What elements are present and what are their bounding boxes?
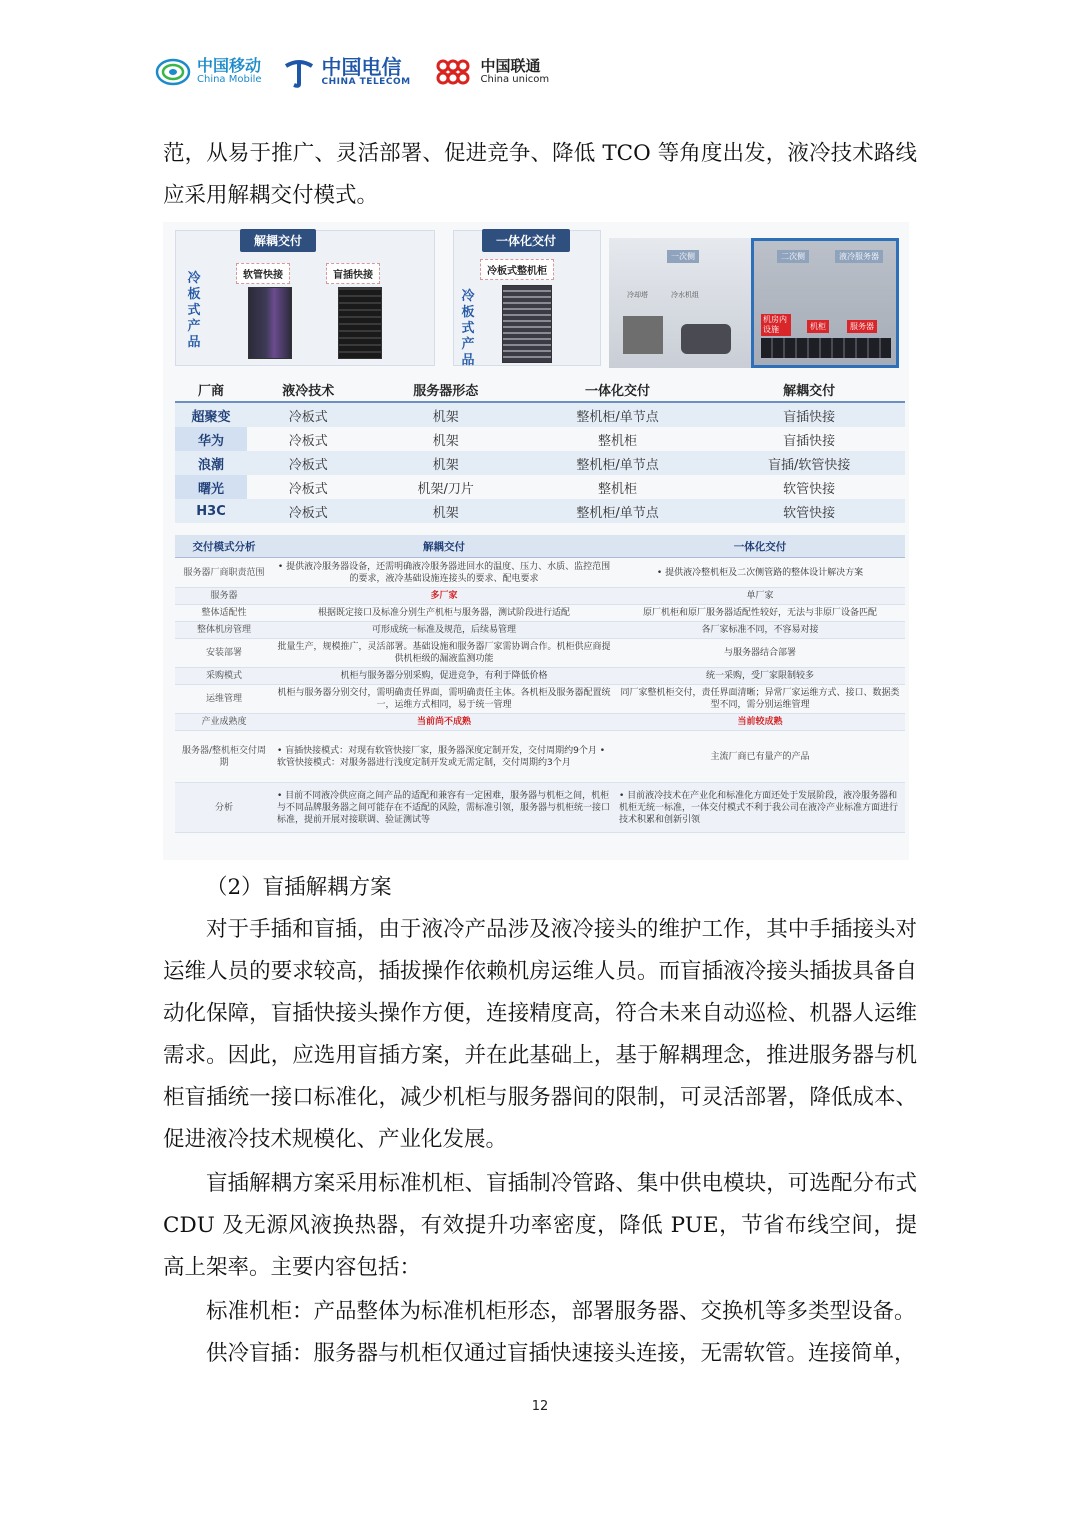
chiller-image <box>681 324 731 354</box>
table-row <box>175 558 905 588</box>
table-cell: 机柜与服务器分别交付，需明确责任界面，需明确责任主体。各机柜及服务器配置统一，运维方式相同，易于统一管理 <box>273 685 615 714</box>
label-cooling-tower: 冷却塔 <box>627 291 648 299</box>
rack-image-2 <box>338 287 382 359</box>
section-heading: （2）盲插解耦方案 <box>206 875 392 900</box>
label-cabinet: 机柜 <box>807 320 829 333</box>
rack-image-1 <box>248 287 292 359</box>
delivery-mode-figure <box>163 222 909 860</box>
china-telecom-icon <box>282 56 316 88</box>
analysis-key: 运维管理 <box>175 685 273 714</box>
table-cell: 盲插/软管快接 <box>713 451 905 475</box>
table-row <box>175 685 905 714</box>
table-cell: • 提供液冷整机柜及二次侧管路的整体设计解决方案 <box>615 558 905 588</box>
delivery-analysis-table <box>175 535 905 833</box>
label-room-facility: 机房内设施 <box>761 314 791 336</box>
tag-cold-plate-cabinet: 冷板式整机柜 <box>480 259 554 280</box>
rack-image-3 <box>502 285 552 363</box>
table-row <box>175 451 905 475</box>
page-number: 12 <box>531 1399 549 1414</box>
vendor-table <box>175 377 905 523</box>
china-mobile-logo <box>155 57 262 87</box>
table-row <box>175 588 905 605</box>
vendor-cell: 华为 <box>175 427 247 451</box>
paragraph-6: 供冷盲插：服务器与机柜仅通过盲插快速接头连接，无需软管。连接简单， <box>206 1341 916 1366</box>
table-cell: 整机柜/单节点 <box>522 499 714 523</box>
table-row <box>175 499 905 523</box>
table-cell: 机柜与服务器分别采购，促进竞争，有利于降低价格 <box>273 668 615 685</box>
china-telecom-logo <box>282 56 411 88</box>
table-cell: 软管快接 <box>783 481 836 497</box>
table-cell: 主流厂商已有量产的产品 <box>615 731 905 783</box>
table-cell: 冷板式 <box>247 499 370 523</box>
table-cell: • 目前液冷技术在产业化和标准化方面还处于发展阶段，液冷服务器和机柜无统一标准，一体交付模式不利于我公司在液冷产业标准方面进行技术积累和创新引领 <box>615 783 905 833</box>
table-cell: 多厂家 <box>273 588 615 605</box>
table-cell: 整机柜/单节点 <box>522 451 714 475</box>
table-cell: • 提供液冷服务器设备，还需明确液冷服务器进回水的温度、压力、水质、监控范围的要求，液冷基础设施连接头的要求、配电要求 <box>273 558 615 588</box>
table-row <box>175 475 905 499</box>
panel-integrated-side: 冷板式产品 <box>461 289 475 368</box>
table-row <box>175 668 905 685</box>
table-cell: 冷板式 <box>288 481 328 497</box>
china-unicom-en: China unicom <box>480 73 550 85</box>
table-cell: 盲插快接 <box>713 402 905 427</box>
analysis-key: 整体机房管理 <box>175 622 273 639</box>
table-cell: 原厂机柜和原厂服务器适配性较好，无法与非原厂设备匹配 <box>615 605 905 622</box>
vendor-col-header: 厂商 <box>175 377 247 402</box>
table-cell: • 目前不同液冷供应商之间产品的适配和兼容有一定困难，服务器与机柜之间，机柜与不同品牌服务器之间可能存在不适配的风险，需标准引领，服务器与机柜统一接口标准，提前开展对接联调、验证测试等 <box>273 783 615 833</box>
analysis-col-header: 解耦交付 <box>273 535 615 558</box>
analysis-key: 采购模式 <box>175 668 273 685</box>
analysis-key: 服务器/整机柜交付周期 <box>175 731 273 783</box>
table-row <box>175 605 905 622</box>
analysis-key: 安装部署 <box>175 639 273 668</box>
table-row <box>175 714 905 731</box>
table-cell: 冷板式 <box>247 402 370 427</box>
table-cell: 批量生产，规模推广，灵活部署。基础设施和服务器厂家需协调合作。机柜供应商提供机柜级的漏液监测功能 <box>273 639 615 668</box>
panel-decoupled <box>175 230 435 366</box>
analysis-key: 服务器厂商职责范围 <box>175 558 273 588</box>
table-cell: 软管快接 <box>713 499 905 523</box>
china-unicom-zh: 中国联通 <box>480 56 541 75</box>
analysis-col-header: 一体化交付 <box>615 535 905 558</box>
label-chiller: 冷水机组 <box>671 291 699 299</box>
table-row <box>175 731 905 783</box>
table-cell: 机架 <box>370 451 522 475</box>
analysis-key: 分析 <box>175 783 273 833</box>
panel-decoupled-title: 解耦交付 <box>240 229 316 252</box>
header-logos <box>155 50 549 94</box>
table-cell: 当前尚不成熟 <box>273 714 615 731</box>
table-cell: 可形成统一标准及规范，后续易管理 <box>273 622 615 639</box>
vendor-table-header <box>175 377 905 402</box>
analysis-key: 服务器 <box>175 588 273 605</box>
table-cell: 同厂家整机柜交付，责任界面清晰；异常厂家运维方式、接口、数据类型不同，需分别运维管理 <box>615 685 905 714</box>
table-row <box>175 622 905 639</box>
analysis-table-header <box>175 535 905 558</box>
machine-room-diagram <box>609 238 899 368</box>
vendor-col-header: 液冷技术 <box>247 377 370 402</box>
table-row <box>175 427 905 451</box>
table-cell: 机架/刀片 <box>417 481 474 497</box>
panel-integrated <box>453 230 601 366</box>
tag-blind-quick: 盲插快接 <box>326 263 380 284</box>
table-cell: 整机柜/单节点 <box>522 402 714 427</box>
table-cell: 整机柜 <box>598 481 638 497</box>
table-cell: 单厂家 <box>615 588 905 605</box>
paragraph-4: 盲插解耦方案采用标准机柜、盲插制冷管路、集中供电模块，可选配分布式 CDU 及无源风液换热器，有效提升功率密度，降低 PUE，节省布线空间，提高上架率。主要内容包括： <box>163 1171 917 1280</box>
china-mobile-en: China Mobile <box>197 74 262 86</box>
table-row <box>175 783 905 833</box>
china-mobile-zh: 中国移动 <box>197 56 262 76</box>
paragraph-1: 范，从易于推广、灵活部署、促进竞争、降低 TCO 等角度出发，液冷技术路线应采用解耦交付模式。 <box>163 141 917 208</box>
table-cell: 根据既定接口及标准分别生产机柜与服务器，测试阶段进行适配 <box>273 605 615 622</box>
table-cell: 与服务器结合部署 <box>615 639 905 668</box>
paragraph-3: 对于手插和盲插，由于液冷产品涉及液冷接头的维护工作，其中手插接头对运维人员的要求较高，插拔操作依赖机房运维人员。而盲插液冷接头插拔具备自动化保障，盲插快接头操作方便，连接精度高，符合未来自动巡检、机器人运维需求。因此，应选用盲插方案，并在此基础上，基于解耦理念，推进服务器与机柜盲插统一接口标准化，减少机柜与服务器间的限制，可灵活部署，降低成本、促进液冷技术规模化、产业化发展。 <box>163 917 917 1152</box>
vendor-cell: 浪潮 <box>175 451 247 475</box>
china-telecom-en: CHINA TELECOM <box>321 76 411 87</box>
table-cell: 统一采购，受厂家限制较多 <box>615 668 905 685</box>
vendor-col-header: 服务器形态 <box>370 377 522 402</box>
vendor-cell: 超聚变 <box>175 402 247 427</box>
table-cell: 冷板式 <box>247 451 370 475</box>
table-cell: • 盲插快接模式：对现有软管快接厂家，服务器深度定制开发，交付周期约9个月 • 软管快接模式：对服务器进行浅度定制开发或无需定制，交付周期约3个月 <box>273 731 615 783</box>
vendor-cell: 曙光 <box>175 475 247 499</box>
analysis-key: 产业成熟度 <box>175 714 273 731</box>
table-cell: 机架 <box>370 499 522 523</box>
table-cell: 机架 <box>432 433 459 449</box>
table-row <box>175 639 905 668</box>
label-liquid-server: 液冷服务器 <box>835 250 883 263</box>
label-server: 服务器 <box>847 320 877 333</box>
table-cell: 各厂家标准不同，不容易对接 <box>615 622 905 639</box>
china-telecom-zh: 中国电信 <box>321 54 402 79</box>
china-unicom-logo <box>431 57 550 87</box>
analysis-col-header: 交付模式分析 <box>175 535 273 558</box>
table-cell: 盲插快接 <box>783 433 836 449</box>
label-secondary-side: 二次侧 <box>777 250 809 263</box>
panel-integrated-title: 一体化交付 <box>482 229 570 252</box>
tag-hose-quick: 软管快接 <box>236 263 290 284</box>
table-cell: 机架 <box>370 402 522 427</box>
analysis-key: 整体适配性 <box>175 605 273 622</box>
paragraph-5: 标准机柜：产品整体为标准机柜形态，部署服务器、交换机等多类型设备。 <box>206 1299 916 1324</box>
cooling-tower-image <box>623 316 663 354</box>
china-unicom-icon <box>431 57 475 87</box>
table-row <box>175 402 905 427</box>
china-mobile-icon <box>155 57 191 87</box>
panel-decoupled-side: 冷板式产品 <box>187 271 201 350</box>
table-cell: 整机柜 <box>598 433 638 449</box>
vendor-cell: H3C <box>175 499 247 523</box>
vendor-col-header: 解耦交付 <box>713 377 905 402</box>
vendor-col-header: 一体化交付 <box>522 377 714 402</box>
server-racks-image <box>761 338 891 358</box>
table-cell: 冷板式 <box>288 433 328 449</box>
table-cell: 当前较成熟 <box>615 714 905 731</box>
label-primary-side: 一次侧 <box>667 250 699 263</box>
